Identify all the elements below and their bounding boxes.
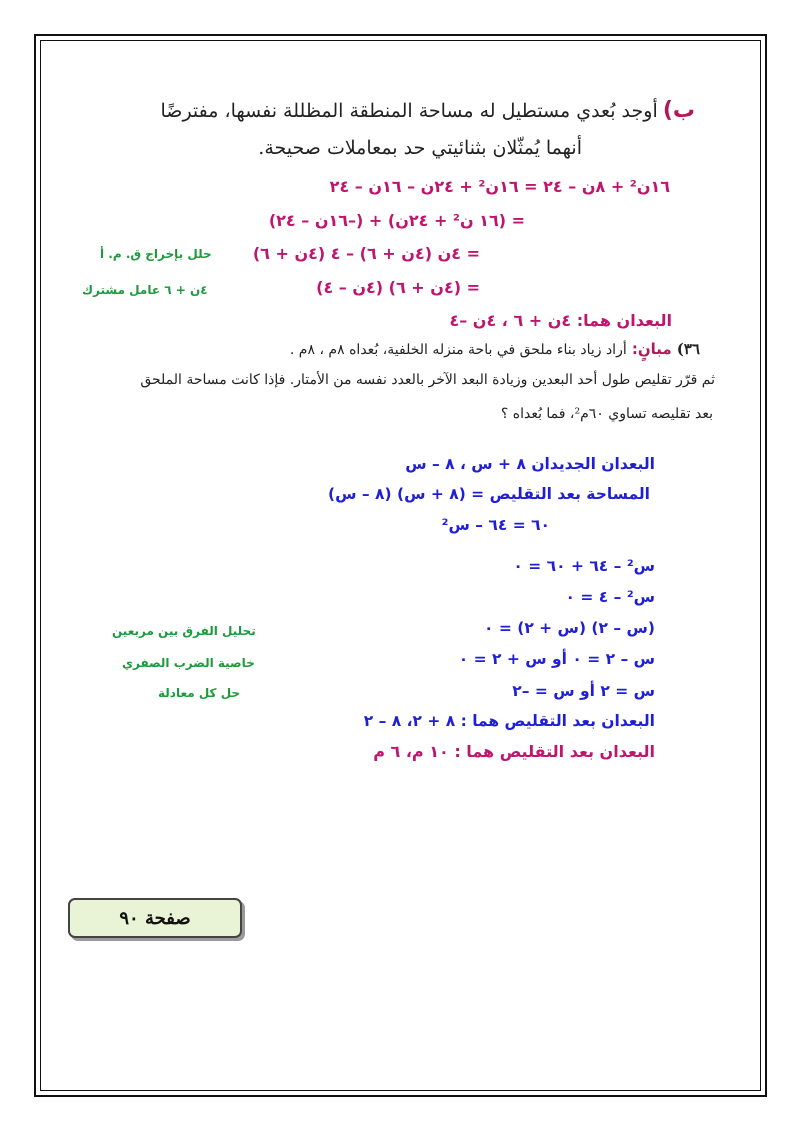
note-zero-product: خاصية الضرب الصفري [122, 656, 255, 670]
solution-36-step-9: البعدان بعد التقليص هما : ٨ + ٢، ٨ – ٢ [363, 712, 655, 730]
problem-36-answer: البعدان بعد التقليص هما : ١٠ م، ٦ م [373, 742, 655, 761]
problem-b-answer: البعدان هما: ٤ن + ٦ ، ٤ن –٤ [449, 311, 672, 330]
solution-36-step-4: س² – ٦٤ + ٦٠ = ٠ [513, 557, 655, 575]
solution-36-step-1: البعدان الجديدان ٨ + س ، ٨ – س [405, 455, 655, 473]
solution-36-step-2: المساحة بعد التقليص = (٨ + س) (٨ – س) [328, 485, 650, 503]
problem-36-number: ٣٦) [676, 340, 700, 358]
problem-b-line-1 [161, 98, 695, 123]
note-solve-each: حل كل معادلة [158, 686, 241, 700]
solution-36-step-3: ٦٠ = ٦٤ – س² [441, 516, 550, 534]
problem-36-statement-line-2: ثم قرّر تقليص طول أحد البعدين وزيادة البعد الآخر بالعدد نفسه من الأمتار. فإذا كانت مساحة الملحق [140, 372, 715, 388]
solution-36-step-8: س = ٢ أو س = –٢ [512, 682, 655, 700]
note-factor-gcf: حلل بإخراج ق. م. أ [100, 247, 212, 261]
note-common-factor: ٤ن + ٦ عامل مشترك [82, 283, 208, 297]
problem-b-label: ب) [662, 98, 695, 123]
note-difference-of-squares: تحليل الفرق بين مربعين [112, 624, 256, 638]
solution-b-step-1: ١٦ن² + ٨ن – ٢٤ = ١٦ن² + ٢٤ن – ١٦ن – ٢٤ [329, 177, 670, 196]
problem-36-label: مبانٍ: [631, 340, 672, 358]
problem-36-statement: أراد زياد بناء ملحق في باحة منزله الخلفية، بُعداه ٨م ، ٨م . [289, 342, 627, 358]
solution-b-step-2: = (١٦ ن² + ٢٤ن) + (–١٦ن – ٢٤) [268, 211, 525, 230]
solution-36-step-6: (س – ٢) (س + ٢) = ٠ [483, 619, 655, 637]
problem-36-statement-line-3: بعد تقليصه تساوي ٦٠م²، فما بُعداه ؟ [500, 406, 713, 422]
solution-b-step-3: = ٤ن (٤ن + ٦) – ٤ (٤ن + ٦) [252, 244, 480, 263]
solution-36-step-7: س – ٢ = ٠ أو س + ٢ = ٠ [458, 650, 655, 668]
problem-36-line-1 [290, 339, 700, 358]
problem-b-statement-line-2: أنهما يُمثّلان بثنائيتي حد بمعاملات صحيحة. [258, 137, 582, 159]
page-number-label: صفحة ٩٠ [68, 898, 242, 938]
problem-b-statement: أوجد بُعدي مستطيل له مساحة المنطقة المظللة نفسها، مفترضًا [160, 100, 658, 122]
solution-b-step-4: = (٤ن + ٦) (٤ن – ٤) [316, 278, 480, 297]
solution-36-step-5: س² – ٤ = ٠ [565, 588, 655, 606]
